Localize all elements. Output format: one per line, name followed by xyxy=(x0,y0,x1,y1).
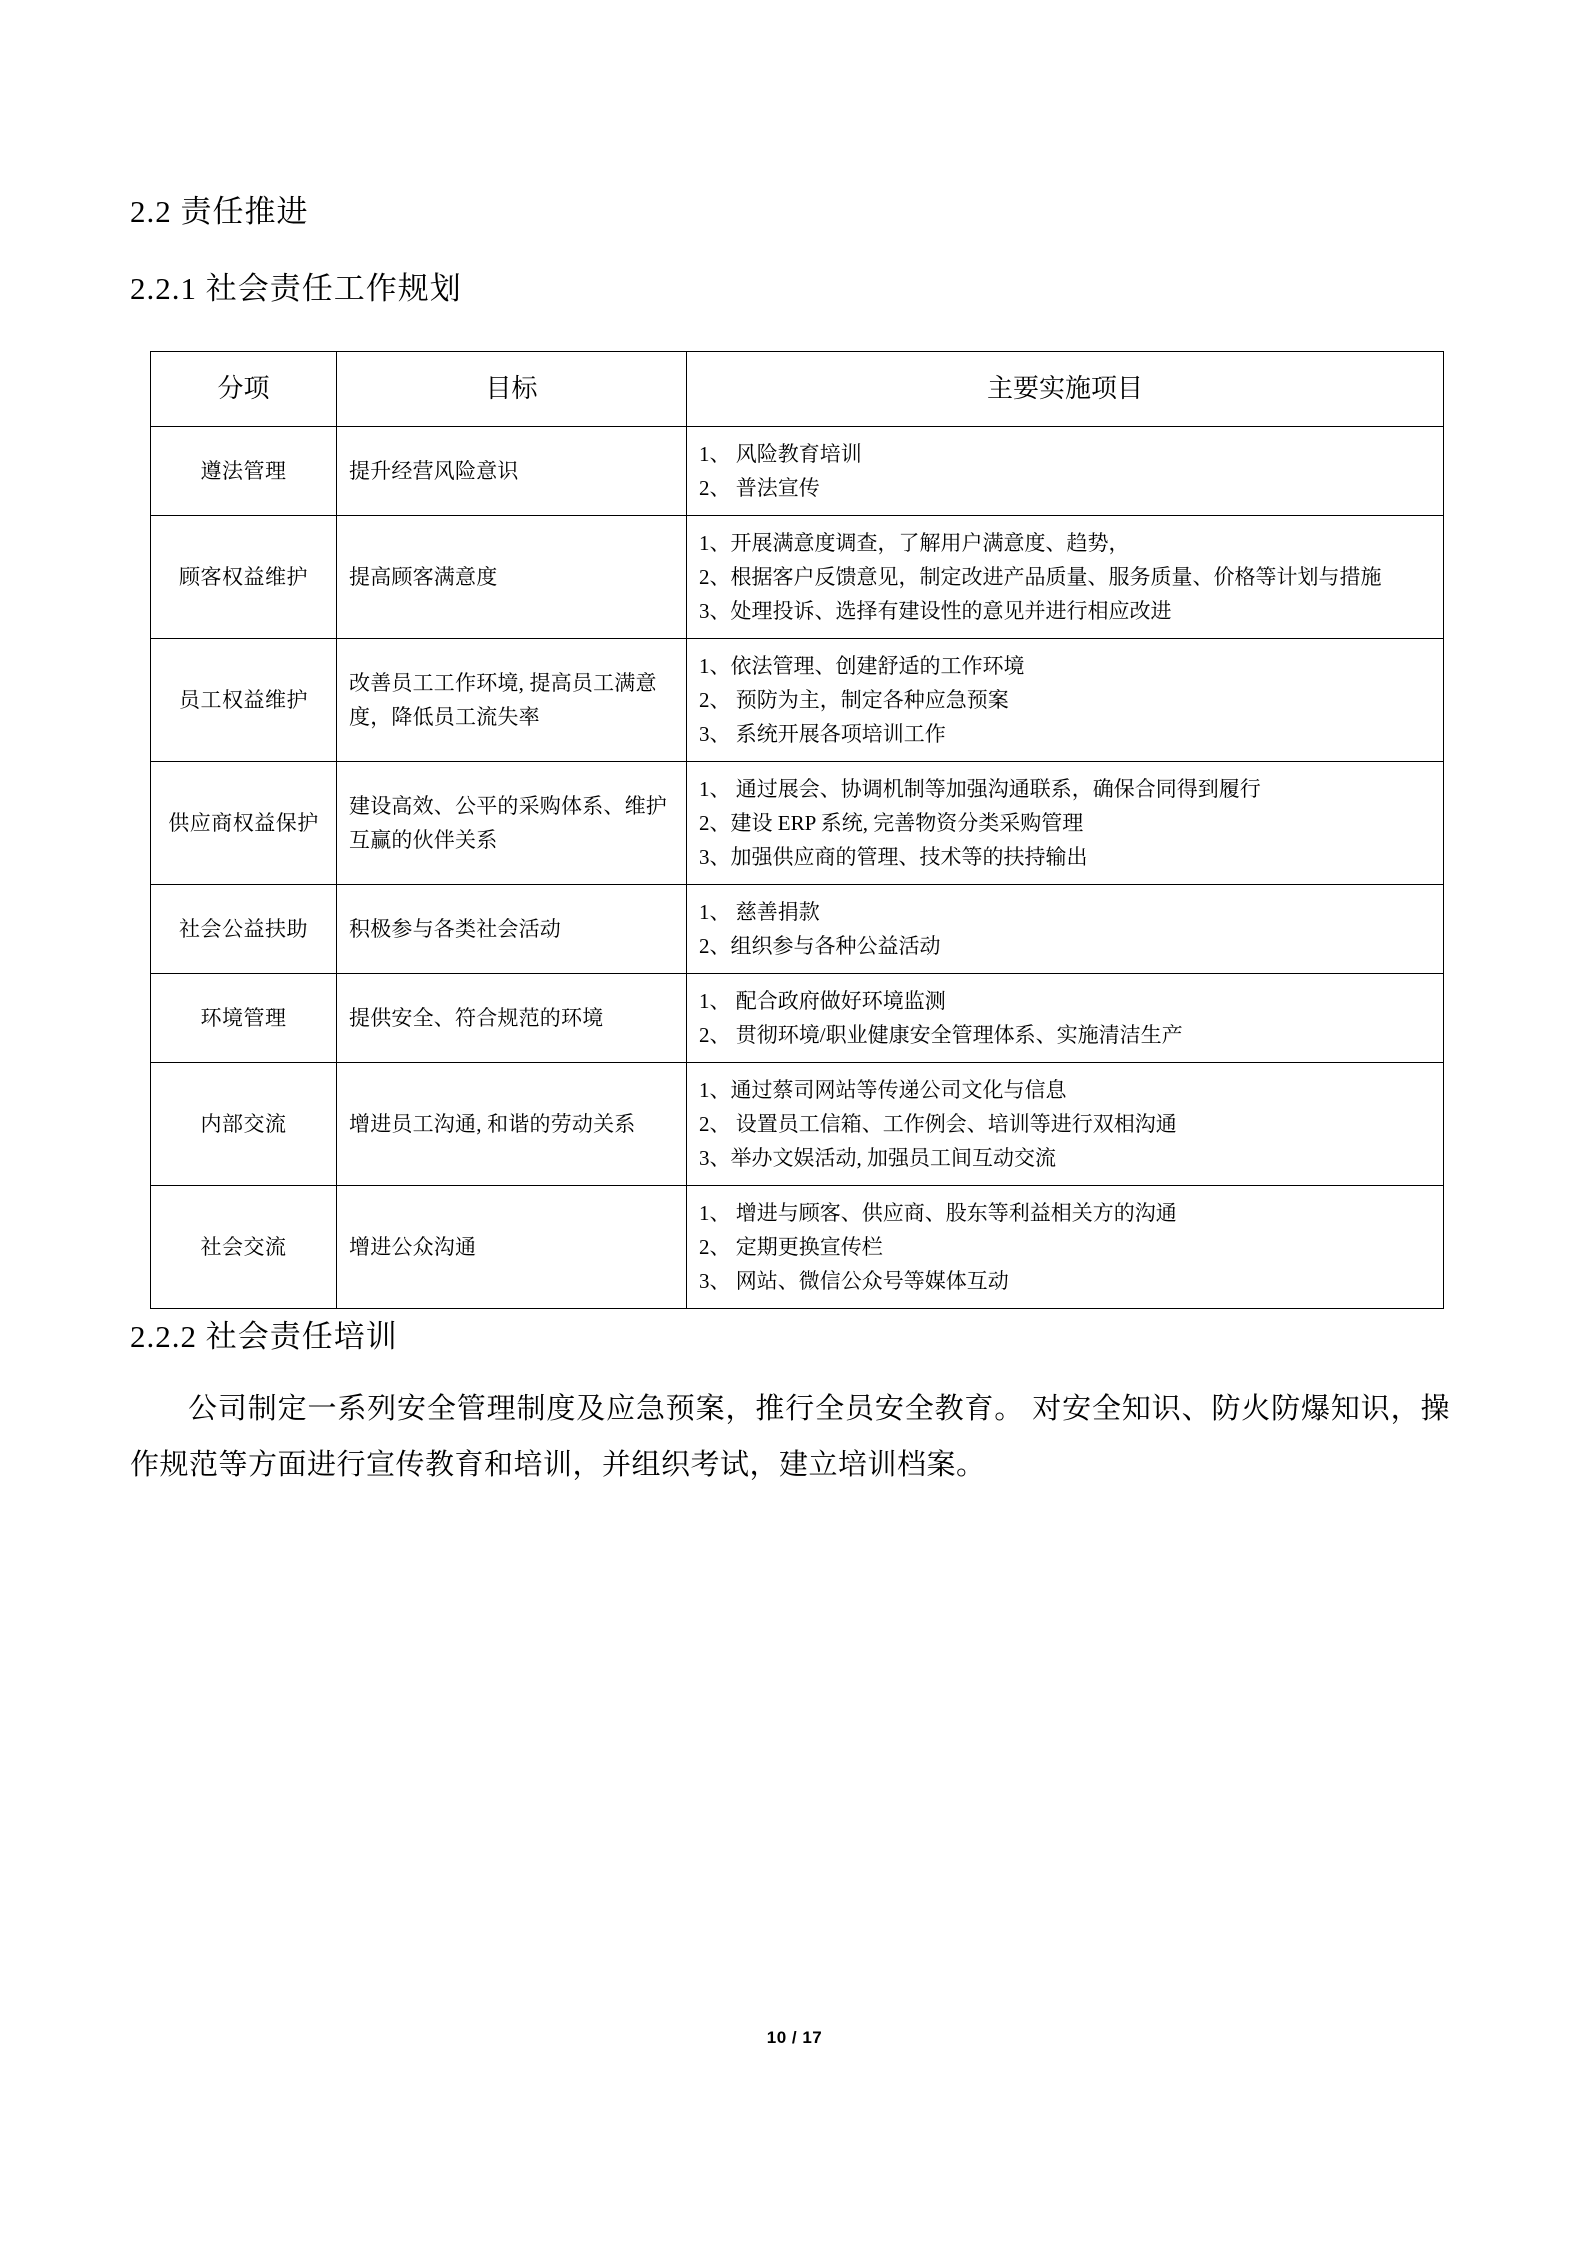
table-row xyxy=(151,638,1444,761)
cell-category: 员工权益维护 xyxy=(151,638,337,761)
item-line: 3、处理投诉、选择有建设性的意见并进行相应改进 xyxy=(699,598,1172,623)
cell-items xyxy=(687,426,1444,515)
item-line: 1、通过蔡司网站等传递公司文化与信息 xyxy=(699,1078,1067,1103)
item-line: 2、 普法宣传 xyxy=(699,475,820,500)
item-line: 1、 增进与顾客、供应商、股东等利益相关方的沟通 xyxy=(699,1201,1177,1226)
training-paragraph: 公司制定一系列安全管理制度及应急预案，推行全员安全教育。 对安全知识、防火防爆知识，操作规范等方面进行宣传教育和培训，并组织考试，建立培训档案。 xyxy=(130,1392,1450,1482)
cell-items xyxy=(687,974,1444,1063)
table-body xyxy=(151,426,1444,1308)
item-line: 1、依法管理、创建舒适的工作环境 xyxy=(699,653,1025,678)
column-header-goal: 目标 xyxy=(337,351,687,426)
cell-items xyxy=(687,1063,1444,1186)
item-line: 3、 网站、微信公众号等媒体互动 xyxy=(699,1269,1009,1294)
cell-items xyxy=(687,885,1444,974)
item-line: 2、 设置员工信箱、工作例会、培训等进行双相沟通 xyxy=(699,1112,1177,1137)
cell-goal: 提供安全、符合规范的环境 xyxy=(337,974,687,1063)
table-header-row xyxy=(151,351,1444,426)
cell-items xyxy=(687,762,1444,885)
cell-category: 内部交流 xyxy=(151,1063,337,1186)
item-line: 3、举办文娱活动, 加强员工间互动交流 xyxy=(699,1146,1056,1171)
item-line: 2、建设 ERP 系统, 完善物资分类采购管理 xyxy=(699,811,1084,836)
table-row xyxy=(151,1063,1444,1186)
cell-goal: 提高顾客满意度 xyxy=(337,515,687,638)
cell-goal: 改善员工工作环境, 提高员工满意度，降低员工流失率 xyxy=(337,638,687,761)
item-line: 1、 风险教育培训 xyxy=(699,441,862,466)
table-row xyxy=(151,515,1444,638)
cell-category: 遵法管理 xyxy=(151,426,337,515)
cell-category: 环境管理 xyxy=(151,974,337,1063)
cell-items xyxy=(687,515,1444,638)
cell-goal: 增进员工沟通, 和谐的劳动关系 xyxy=(337,1063,687,1186)
item-line: 2、 预防为主，制定各种应急预案 xyxy=(699,687,1009,712)
item-line: 3、加强供应商的管理、技术等的扶持输出 xyxy=(699,845,1088,870)
cell-items xyxy=(687,638,1444,761)
item-line: 3、 系统开展各项培训工作 xyxy=(699,722,946,746)
column-header-items: 主要实施项目 xyxy=(687,351,1444,426)
cell-goal: 建设高效、公平的采购体系、维护互赢的伙伴关系 xyxy=(337,762,687,885)
table-row xyxy=(151,426,1444,515)
item-line: 2、 贯彻环境/职业健康安全管理体系、实施清洁生产 xyxy=(699,1023,1183,1048)
section-heading: 2.2 责任推进 xyxy=(130,194,309,229)
item-line: 2、组织参与各种公益活动 xyxy=(699,934,941,959)
subsection-heading: 2.2.1 社会责任工作规划 xyxy=(130,271,462,307)
table-row xyxy=(151,974,1444,1063)
cell-goal: 增进公众沟通 xyxy=(337,1186,687,1309)
page-number: 10 / 17 xyxy=(766,2028,823,2047)
item-line: 1、 配合政府做好环境监测 xyxy=(699,989,946,1014)
after-table-section xyxy=(130,1315,1450,1493)
item-line: 2、 定期更换宣传栏 xyxy=(699,1235,883,1260)
item-line: 1、 慈善捐款 xyxy=(699,900,820,925)
item-line: 2、根据客户反馈意见，制定改进产品质量、服务质量、价格等计划与措施 xyxy=(699,564,1382,589)
cell-goal: 积极参与各类社会活动 xyxy=(337,885,687,974)
table-row xyxy=(151,762,1444,885)
item-line: 1、开展满意度调查，了解用户满意度、趋势， xyxy=(699,530,1130,555)
cell-items xyxy=(687,1186,1444,1309)
cell-category: 社会公益扶助 xyxy=(151,885,337,974)
table-row xyxy=(151,1186,1444,1309)
table-header xyxy=(151,351,1444,426)
column-header-category: 分项 xyxy=(151,351,337,426)
item-line: 1、 通过展会、协调机制等加强沟通联系，确保合同得到履行 xyxy=(699,777,1261,802)
table-row xyxy=(151,885,1444,974)
cell-category: 供应商权益保护 xyxy=(151,762,337,885)
cell-goal: 提升经营风险意识 xyxy=(337,426,687,515)
page-footer xyxy=(0,2028,1589,2048)
subsection-heading-training: 2.2.2 社会责任培训 xyxy=(130,1319,398,1355)
cell-category: 社会交流 xyxy=(151,1186,337,1309)
responsibility-plan-table xyxy=(150,351,1444,1309)
cell-category: 顾客权益维护 xyxy=(151,515,337,638)
page-content xyxy=(130,190,1450,1494)
